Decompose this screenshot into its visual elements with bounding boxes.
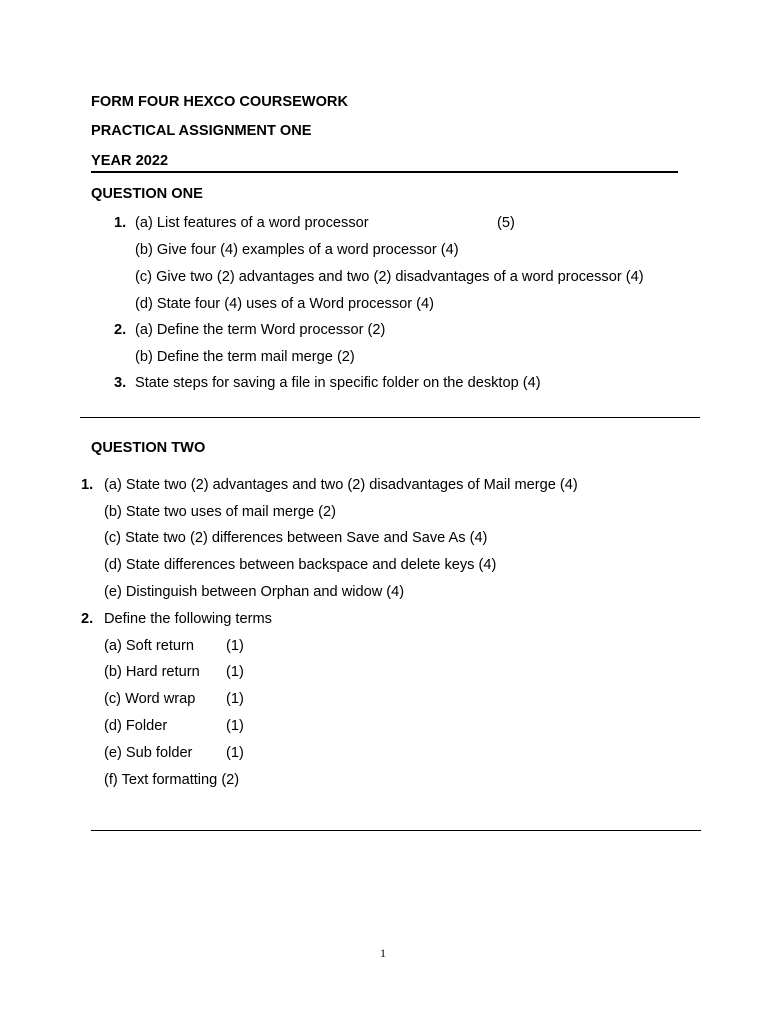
term-label: (f) Text formatting (2)	[104, 772, 240, 788]
q2-item-text: (d) State differences between backspace and delete keys (4)	[104, 557, 497, 573]
term-marks: (1)	[226, 664, 244, 680]
term-label: (b) Hard return	[104, 664, 200, 680]
q2-item-text: (a) State two (2) advantages and two (2) disadvantages of Mail merge (4)	[104, 477, 578, 493]
q2-item-number: 1.	[81, 477, 94, 493]
term-label: (c) Word wrap	[104, 691, 196, 707]
header-title: FORM FOUR HEXCO COURSEWORK	[91, 94, 349, 110]
term-label: (d) Folder	[104, 718, 168, 734]
section-divider	[80, 417, 700, 418]
q1-item-text: (b) Define the term mail merge (2)	[135, 349, 355, 365]
header-year: YEAR 2022	[91, 153, 169, 169]
q1-item-marks: (5)	[497, 215, 515, 231]
q2-item-text: (e) Distinguish between Orphan and widow (4)	[104, 584, 405, 600]
header-assignment: PRACTICAL ASSIGNMENT ONE	[91, 123, 312, 139]
q2-item-text: (c) State two (2) differences between Save and Save As (4)	[104, 530, 488, 546]
q2-item-text: Define the following terms	[104, 611, 272, 627]
q1-item-text: (a) List features of a word processor	[135, 215, 369, 231]
q1-item-text: State steps for saving a file in specific folder on the desktop (4)	[135, 375, 541, 391]
term-label: (e) Sub folder	[104, 745, 193, 761]
q2-item-number: 2.	[81, 611, 94, 627]
page-number: 1	[380, 946, 386, 960]
q1-item-text: (d) State four (4) uses of a Word processor (4)	[135, 296, 435, 312]
question-two-title: QUESTION TWO	[91, 440, 206, 456]
q1-item-number: 3.	[114, 375, 127, 391]
section-divider	[91, 830, 701, 831]
term-marks: (1)	[226, 691, 244, 707]
term-marks: (1)	[226, 745, 244, 761]
header-divider	[91, 171, 678, 173]
q1-item-text: (a) Define the term Word processor (2)	[135, 322, 386, 338]
term-label: (a) Soft return	[104, 638, 195, 654]
term-marks: (1)	[226, 638, 244, 654]
q1-item-number: 1.	[114, 215, 127, 231]
q1-item-text: (c) Give two (2) advantages and two (2) disadvantages of a word processor (4)	[135, 269, 644, 285]
q1-item-number: 2.	[114, 322, 127, 338]
question-one-title: QUESTION ONE	[91, 186, 203, 202]
q1-item-text: (b) Give four (4) examples of a word processor (4)	[135, 242, 459, 258]
term-marks: (1)	[226, 718, 244, 734]
q2-item-text: (b) State two uses of mail merge (2)	[104, 504, 336, 520]
